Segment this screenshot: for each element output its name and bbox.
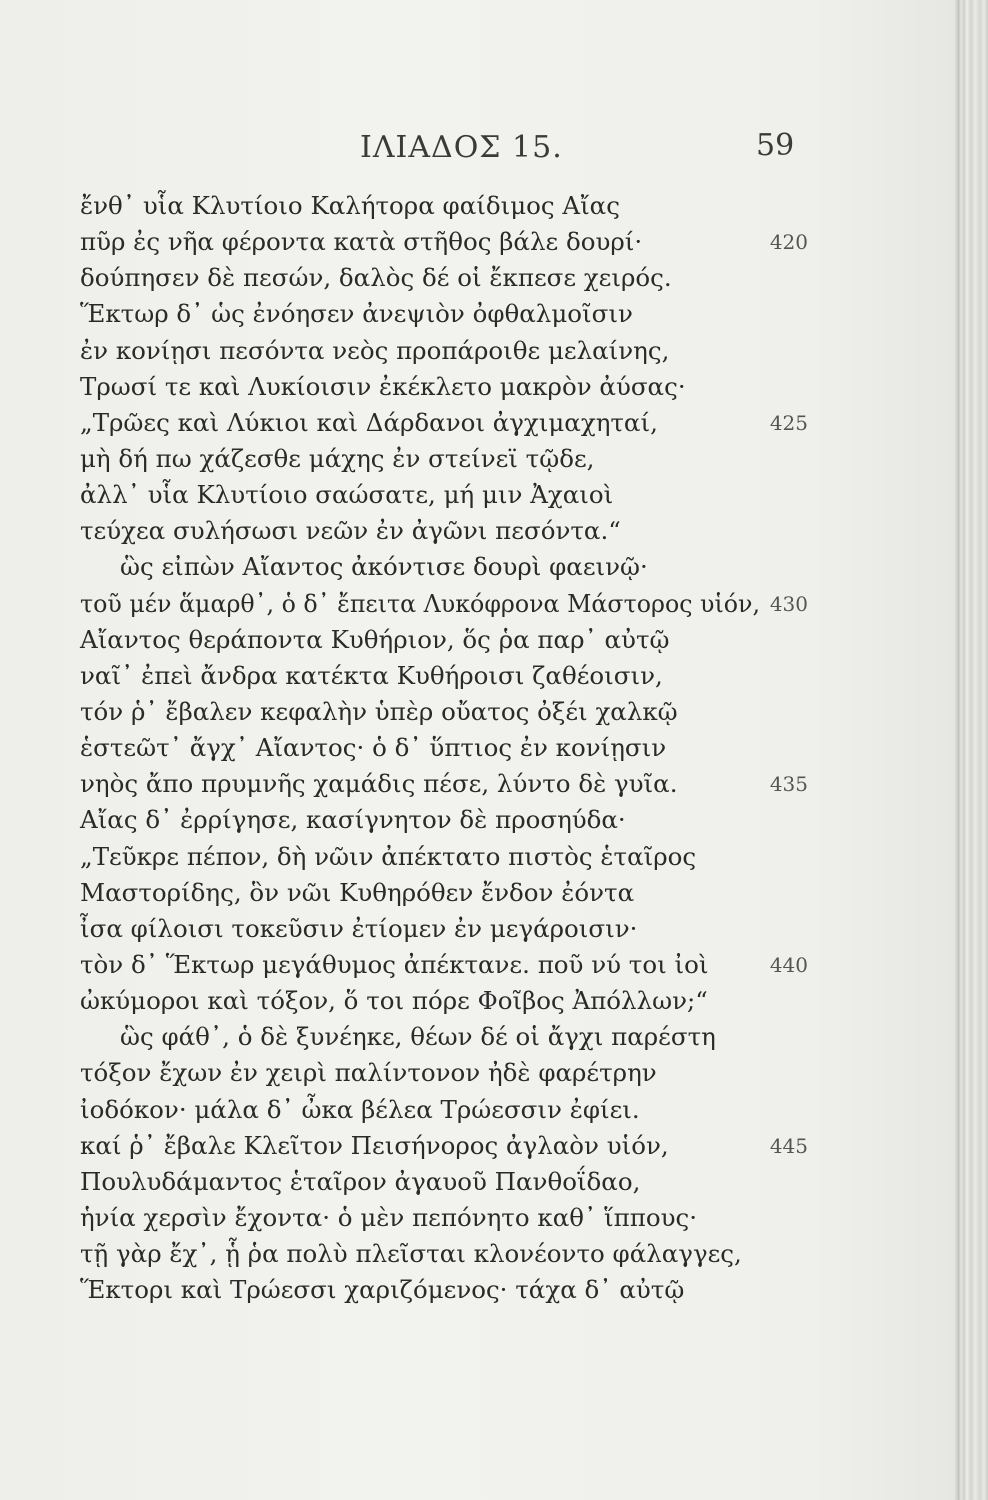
verse-line [80, 1019, 820, 1055]
verse-line [80, 875, 820, 911]
line-number: 425 [769, 410, 808, 435]
line-number: 430 [769, 591, 808, 616]
verse-line-text: ἡνία χερσὶν ἔχοντα· ὁ μὲν πεπόνητο καθ᾽ ἵππους· [80, 1202, 697, 1232]
verse-line [80, 1200, 820, 1236]
verse-line [80, 1236, 820, 1272]
verse-line-text: Αἴας δ᾽ ἐρρίγησε, κασίγνητον δὲ προσηύδα· [80, 805, 626, 835]
verse-line [80, 477, 820, 513]
verse-line [80, 549, 820, 585]
verse-line-text: τεύχεα συλήσωσι νεῶν ἐν ἀγῶνι πεσόντα.“ [80, 516, 621, 546]
page-number: 59 [756, 128, 795, 163]
verse-line [80, 405, 820, 441]
running-head: ΙΛΙΑΔΟΣ 15. [360, 130, 563, 165]
verse-line [80, 260, 820, 296]
verse-line [80, 694, 820, 730]
verse-line-text: Πουλυδάμαντος ἑταῖρον ἀγαυοῦ Πανθοΐδαο, [80, 1166, 641, 1196]
verse-line [80, 224, 820, 260]
verse-line [80, 766, 820, 802]
verse-line-text: ἶσα φίλοισι τοκεῦσιν ἐτίομεν ἐν μεγάροισιν· [80, 913, 638, 943]
verse-line [80, 658, 820, 694]
verse-line-text: Ἕκτορι καὶ Τρώεσσι χαριζόμενος· τάχα δ᾽ αὐτῷ [80, 1275, 685, 1305]
verse-line-text: Ἕκτωρ δ᾽ ὡς ἐνόησεν ἀνεψιὸν ὀφθαλμοῖσιν [80, 299, 633, 329]
verse-line [80, 983, 820, 1019]
line-number: 445 [769, 1133, 808, 1158]
verse-line-text: τοῦ μέν ἅμαρθ᾽, ὁ δ᾽ ἔπειτα Λυκόφρονα Μάστορος υἱόν, [80, 588, 761, 618]
verse-line [80, 441, 820, 477]
verse-line [80, 911, 820, 947]
verse-line [80, 513, 820, 549]
verse-line [80, 333, 820, 369]
verse-line [80, 188, 820, 224]
verse-line-text: Αἴαντος θεράποντα Κυθήριον, ὅς ῥα παρ᾽ αὐτῷ [80, 624, 670, 654]
verse-line-text: τόν ῥ᾽ ἔβαλεν κεφαλὴν ὑπὲρ οὔατος ὀξέι χαλκῷ [80, 696, 678, 726]
verse-line [80, 1092, 820, 1128]
verse-line [80, 369, 820, 405]
verse-line [80, 947, 820, 983]
verse-line [80, 1128, 820, 1164]
verse-line-text: ἑστεῶτ᾽ ἄγχ᾽ Αἴαντος· ὁ δ᾽ ὕπτιος ἐν κονίῃσιν [80, 733, 667, 763]
verse-line [80, 1055, 820, 1091]
line-number: 420 [769, 230, 808, 255]
verse-text-block [80, 188, 820, 1308]
verse-line-text: δούπησεν δὲ πεσών, δαλὸς δέ οἱ ἔκπεσε χειρός. [80, 263, 672, 293]
line-number: 435 [769, 772, 808, 797]
verse-line [80, 586, 820, 622]
verse-line [80, 730, 820, 766]
verse-line-text: τὸν δ᾽ Ἕκτωρ μεγάθυμος ἀπέκτανε. ποῦ νύ τοι ἰοὶ [80, 949, 709, 979]
verse-line-text: Τρωσί τε καὶ Λυκίοισιν ἐκέκλετο μακρὸν ἀύσας· [80, 371, 686, 401]
verse-line [80, 1164, 820, 1200]
verse-line-text: Μαστορίδης, ὃν νῶι Κυθηρόθεν ἔνδον ἐόντα [80, 877, 635, 907]
verse-line-text: πῦρ ἐς νῆα φέροντα κατὰ στῆθος βάλε δουρί· [80, 227, 643, 257]
verse-line-text: τόξον ἔχων ἐν χειρὶ παλίντονον ἠδὲ φαρέτρην [80, 1058, 657, 1088]
verse-line [80, 296, 820, 332]
verse-line-text: τῇ γὰρ ἔχ᾽, ᾗ ῥα πολὺ πλεῖσται κλονέοντο φάλαγγες, [80, 1239, 742, 1269]
verse-line-text: ὣς εἰπὼν Αἴαντος ἀκόντισε δουρὶ φαεινῷ· [120, 552, 648, 582]
verse-line-text: ὣς φάθ᾽, ὁ δὲ ξυνέηκε, θέων δέ οἱ ἄγχι παρέστη [120, 1022, 716, 1052]
verse-line-text: ναῖ᾽ ἐπεὶ ἄνδρα κατέκτα Κυθήροισι ζαθέοισιν, [80, 660, 663, 690]
verse-line [80, 839, 820, 875]
verse-line-text: „Τεῦκρε πέπον, δὴ νῶιν ἀπέκτατο πιστὸς ἑταῖρος [80, 841, 697, 871]
verse-line [80, 622, 820, 658]
page-edges [958, 0, 988, 1500]
verse-line-text: „Τρῶες καὶ Λύκιοι καὶ Δάρδανοι ἀγχιμαχηταί, [80, 407, 658, 437]
verse-line-text: ὠκύμοροι καὶ τόξον, ὅ τοι πόρε Φοῖβος Ἀπόλλων;“ [80, 986, 708, 1016]
verse-line [80, 1272, 820, 1308]
verse-line-text: ἔνθ᾽ υἷα Κλυτίοιο Καλήτορα φαίδιμος Αἴας [80, 191, 620, 220]
verse-line-text: καί ῥ᾽ ἔβαλε Κλεῖτον Πεισήνορος ἀγλαὸν υἱόν, [80, 1130, 669, 1160]
verse-line [80, 802, 820, 838]
verse-line-text: ἀλλ᾽ υἷα Κλυτίοιο σαώσατε, μή μιν Ἀχαιοὶ [80, 480, 614, 510]
line-number: 440 [769, 952, 808, 977]
verse-line-text: ἐν κονίῃσι πεσόντα νεὸς προπάροιθε μελαίνης, [80, 335, 670, 365]
verse-line-text: ἰοδόκον· μάλα δ᾽ ὦκα βέλεα Τρώεσσιν ἐφίει. [80, 1094, 640, 1124]
verse-line-text: νηὸς ἄπο πρυμνῆς χαμάδις πέσε, λύντο δὲ γυῖα. [80, 769, 678, 799]
verse-line-text: μὴ δή πω χάζεσθε μάχης ἐν στείνεϊ τῷδε, [80, 443, 595, 473]
